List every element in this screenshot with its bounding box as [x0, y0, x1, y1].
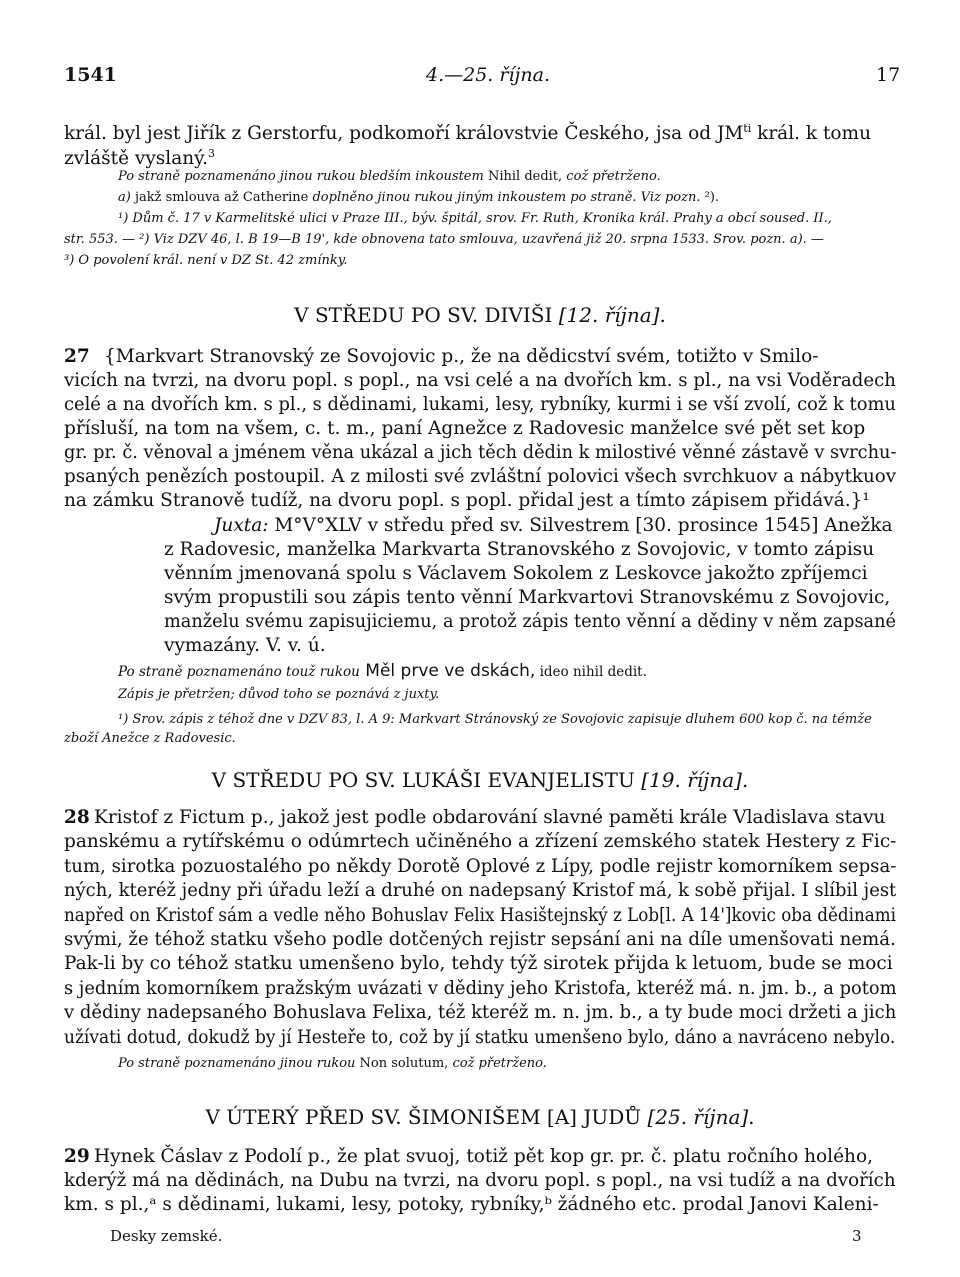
text-line: Pak-li by co téhož statku umenšeno bylo, tehdy týž sirotek přijda k letuom, bude se moci	[64, 953, 893, 975]
text-line: svými, že téhož statku všeho podle dotčených rejistr sepsání ani na díle umenšovati nemá.	[64, 929, 896, 950]
juxta-text-line: věnním jmenovaná spolu s Václavem Sokolem z Leskovce jakožto zpříjemci	[164, 563, 868, 584]
running-date: 4.—25. října.	[426, 64, 551, 86]
juxta-text-line: z Radovesic, manželka Markvarta Stranovského z Sovojovic, v tomto zápisu	[164, 539, 875, 560]
section-heading-27: V STŘEDU PO SV. DIVIŠI [12. října].	[294, 303, 666, 327]
entry-number-29: 29	[64, 1146, 90, 1167]
entry-number-27: 27	[64, 346, 90, 367]
text-line: ných, kteréž jedny při úřadu leží a druhé on nadepsaný Kristof má, k sobě přijal. I slíbil jest	[64, 880, 897, 902]
carryover-line-2: zvláště vyslaný.$^3$	[64, 147, 216, 170]
text-line: Hynek Čáslav z Podolí p., že plat svuoj, totiž pět kop gr. pr. č. platu ročního holého,	[94, 1146, 873, 1167]
juxta-text-line: manželu svému zapisujiciemu, a protož zápis tento věnní a dědiny v něm zapsané	[164, 611, 897, 632]
side-note-28: Po straně poznamenáno jinou rukou Non solutum, což přetrženo.	[118, 1056, 547, 1071]
side-note-27a: Po straně poznamenáno touž rukou Měl prve ve dskách, ideo nihil dedit.	[118, 661, 647, 681]
juxta-line: Juxta: M°V°XLV v středu před sv. Silvestrem [30. prosince 1545] Anežka	[214, 515, 893, 536]
text-line: přísluší, na tom na všem, c. t. m., paní Agnežce z Radovesic manželce své pět set kop	[64, 418, 866, 439]
side-note-27b: Zápis je přetržen; důvod toho se poznává z juxty.	[118, 687, 440, 702]
text-line: v dědiny nadepsaného Bohuslava Felixa, též kteréž m. n. jm. b., a ty bude moci držeti a jich	[64, 1002, 897, 1024]
section-heading-29: V ÚTERÝ PŘED SV. ŠIMONIŠEM [A] JUDŮ [25. října].	[205, 1105, 755, 1129]
footnote-line: ¹) Dům č. 17 v Karmelitské ulici v Praze III., býv. špitál, srov. Fr. Ruth, Kronika král. Prahy a obcí soused. II.,	[118, 211, 832, 226]
text-line: celé a na dvořích km. s pl., s dědinami, lukami, lesy, rybníky, kurmi i se vší zvolí, což k tomu	[64, 394, 896, 415]
text-line: vicích na tvrzi, na dvoru popl. s popl., na vsi celé a na dvořích km. s pl., na vsi Voděradech	[64, 370, 896, 391]
juxta-text-line: vymazány. V. v. ú.	[164, 635, 326, 656]
footnote-27: ¹) Srov. zápis z téhož dne v DZV 83, l. A 9: Markvart Stránovský ze Sovojovic zapisuje dluhem 600 kop č. na témže	[118, 712, 872, 727]
footnote-line: ³) O povolení král. není v DZ St. 42 zmínky.	[64, 253, 348, 268]
carryover-line-1: král. byl jest Jiřík z Gerstorfu, podkomoří královstvie Českého, jsa od $JM^{ti}$ král. k tomu	[64, 122, 872, 145]
side-note-1: Po straně poznamenáno jinou rukou bledším inkoustem Nihil dedit, což přetrženo.	[118, 169, 661, 184]
text-line: psaných penězích postoupil. A z milosti své zvláštní polovici všech svrchkuov a nábytkuov	[64, 466, 897, 487]
entry-number-28: 28	[64, 807, 90, 828]
text-line: tum, sirotka pozuostalého po někdy Dorotě Oplové z Lípy, podle rejistr komorníkem sepsa-	[64, 855, 897, 877]
text-line: užívati dotud, dokudž by jí Hesteře to, což by jí statku umenšeno bylo, dáno a navráceno nebylo.	[64, 1026, 896, 1048]
footer-signature: 3	[852, 1227, 862, 1245]
side-note-2: a) jakž smlouva až Catherine doplněno jinou rukou jiným inkoustem po straně. Viz pozn. ²).	[118, 190, 720, 205]
section-heading-28: V STŘEDU PO SV. LUKÁŠI EVANJELISTU [19. října].	[211, 768, 749, 792]
text-line: {Markvart Stranovský ze Sovojovic p., že na dědicství svém, totižto v Smilo-	[104, 346, 819, 367]
text-line: s jedním komorníkem pražským uvázati v dědiny jeho Kristofa, kteréž má. n. jm. b., a potom	[64, 977, 897, 999]
text-line: panskému a rytířskému o odúmrtech učiněného a zřízení zemského statek Hestery z Fic-	[64, 831, 897, 853]
text-line: gr. pr. č. věnoval a jménem věna ukázal a jich těch dědin k milostivé věnné zástavě v svrchu-	[64, 442, 897, 463]
text-line: kderýž má na dědinách, na Dubu na tvrzi, na dvoru popl. s popl., na vsi tudíž a na dvořích	[64, 1170, 896, 1191]
juxta-text-line: svým propustili sou zápis tento věnní Markvartovi Stranovskému z Sovojovic,	[164, 587, 891, 608]
footnote-27: zboží Anežce z Radovesic.	[64, 731, 236, 746]
page-number-right: 17	[876, 64, 901, 86]
text-line: km. s pl.,ᵃ s dědinami, lukami, lesy, potoky, rybníky,ᵇ žádného etc. prodal Janovi Kaleni-	[64, 1194, 879, 1215]
text-line: Kristof z Fictum p., jakož jest podle obdarování slavné paměti krále Vladislava stavu	[94, 807, 886, 828]
text-line: na zámku Stranově tudíž, na dvoru popl. s popl. přidal jest a tímto zápisem přidává.}¹	[64, 490, 870, 511]
page-number-left: 1541	[64, 64, 117, 86]
text-line: napřed on Kristof sám a vedle něho Bohuslav Felix Hasištejnský z Lob[l. A 14']kovic oba dědinami	[64, 904, 896, 926]
footer-title: Desky zemské.	[110, 1227, 223, 1245]
footnote-line: str. 553. — ²) Viz DZV 46, l. B 19—B 19', kde obnovena tato smlouva, uzavřená již 20. srpna 1533. Srov. pozn. a). —	[64, 232, 824, 247]
